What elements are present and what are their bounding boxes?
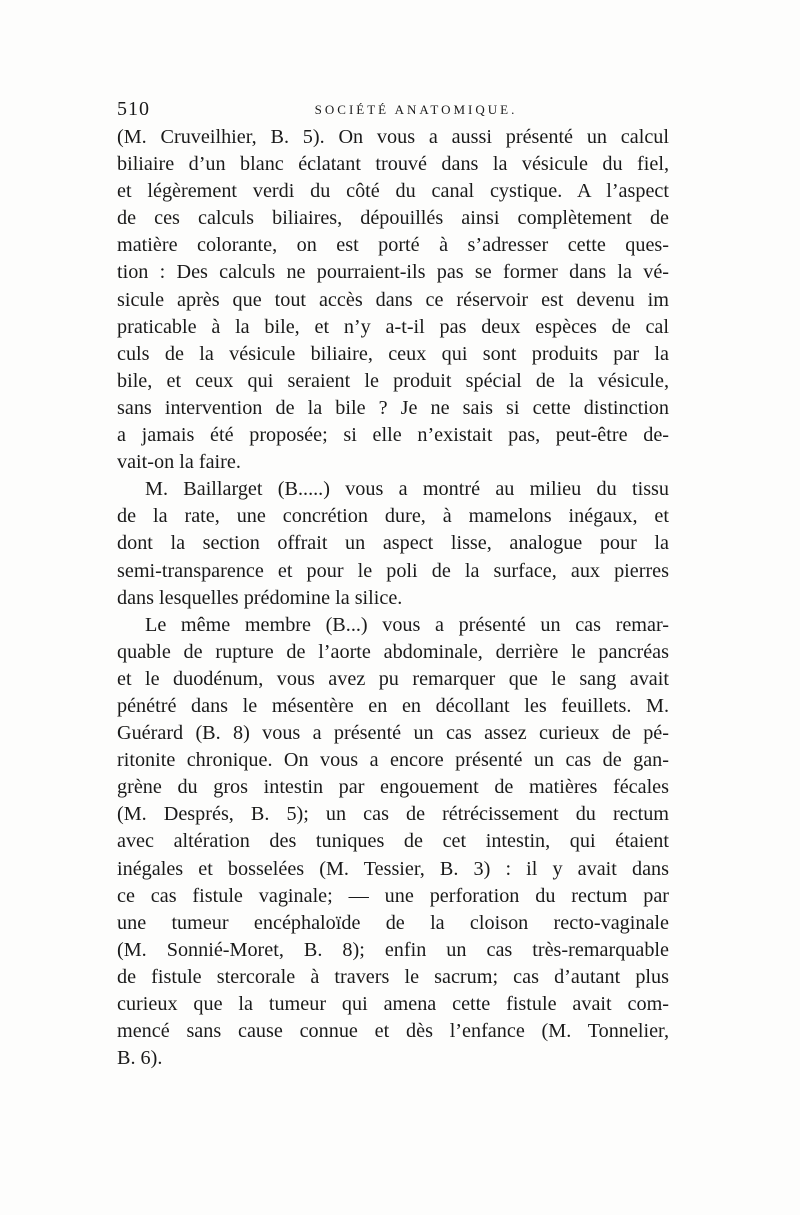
text-line: praticable à la bile, et n’y a-t-il pas deux espèces de cal	[117, 315, 669, 338]
paragraph-first-line: Le même membre (B...) vous a présenté un cas remar-	[145, 613, 669, 636]
text-line: et légèrement verdi du côté du canal cystique. A l’aspect	[117, 180, 669, 203]
text-line: (M. Sonnié-Moret, B. 8); enfin un cas très-remarquable	[117, 938, 669, 961]
text-line: culs de la vésicule biliaire, ceux qui sont produits par la	[117, 342, 669, 365]
body-text	[117, 124, 669, 1072]
text-line: mencé sans cause connue et dès l’enfance (M. Tonnelier,	[117, 1020, 669, 1043]
running-title: SOCIÉTÉ ANATOMIQUE.	[314, 102, 518, 117]
text-line: semi-transparence et pour le poli de la surface, aux pierres	[117, 559, 669, 582]
text-line: tion : Des calculs ne pourraient-ils pas se former dans la vé-	[117, 261, 669, 284]
paragraph-first-line: M. Baillarget (B.....) vous a montré au milieu du tissu	[145, 478, 669, 501]
running-head	[117, 98, 685, 122]
text-line: matière colorante, on est porté à s’adresser cette ques-	[117, 234, 669, 257]
text-line: curieux que la tumeur qui amena cette fistule avait com-	[117, 993, 669, 1015]
text-line: grène du gros intestin par engouement de matières fécales	[117, 776, 669, 799]
text-line: ce cas fistule vaginale; — une perforation du rectum par	[117, 884, 669, 907]
text-line: (M. Després, B. 5); un cas de rétrécissement du rectum	[117, 803, 669, 826]
paragraph-end-line: vait-on la faire.	[117, 451, 241, 474]
text-line: sicule après que tout accès dans ce réservoir est devenu im	[117, 288, 669, 311]
page-number: 510	[117, 98, 150, 120]
text-line: pénétré dans le mésentère en en décollant les feuillets. M.	[117, 694, 669, 717]
text-line: (M. Cruveilhier, B. 5). On vous a aussi présenté un calcul	[117, 126, 669, 148]
text-line: de ces calculs biliaires, dépouillés ainsi complètement de	[117, 207, 669, 230]
text-line: a jamais été proposée; si elle n’existait pas, peut-être de-	[117, 424, 669, 447]
text-line: et le duodénum, vous avez pu remarquer que le sang avait	[117, 667, 669, 690]
text-line: avec altération des tuniques de cet intestin, qui étaient	[117, 830, 669, 853]
text-line: bile, et ceux qui seraient le produit spécial de la vésicule,	[117, 369, 669, 392]
text-line: de la rate, une concrétion dure, à mamelons inégaux, et	[117, 505, 669, 528]
paragraph-end-line: dans lesquelles prédomine la silice.	[117, 586, 403, 609]
text-line: biliaire d’un blanc éclatant trouvé dans la vésicule du fiel,	[117, 153, 669, 176]
text-line: sans intervention de la bile ? Je ne sais si cette distinction	[117, 396, 669, 419]
text-line: quable de rupture de l’aorte abdominale, derrière le pancréas	[117, 640, 669, 663]
text-line: Guérard (B. 8) vous a présenté un cas assez curieux de pé-	[117, 722, 669, 745]
text-line: inégales et bosselées (M. Tessier, B. 3) : il y avait dans	[117, 857, 669, 880]
text-line: dont la section offrait un aspect lisse, analogue pour la	[117, 532, 669, 555]
text-line: une tumeur encéphaloïde de la cloison recto-vaginale	[117, 911, 669, 934]
text-line: ritonite chronique. On vous a encore présenté un cas de gan-	[117, 749, 669, 772]
paragraph-end-line: B. 6).	[117, 1047, 163, 1070]
text-line: de fistule stercorale à travers le sacrum; cas d’autant plus	[117, 965, 669, 988]
